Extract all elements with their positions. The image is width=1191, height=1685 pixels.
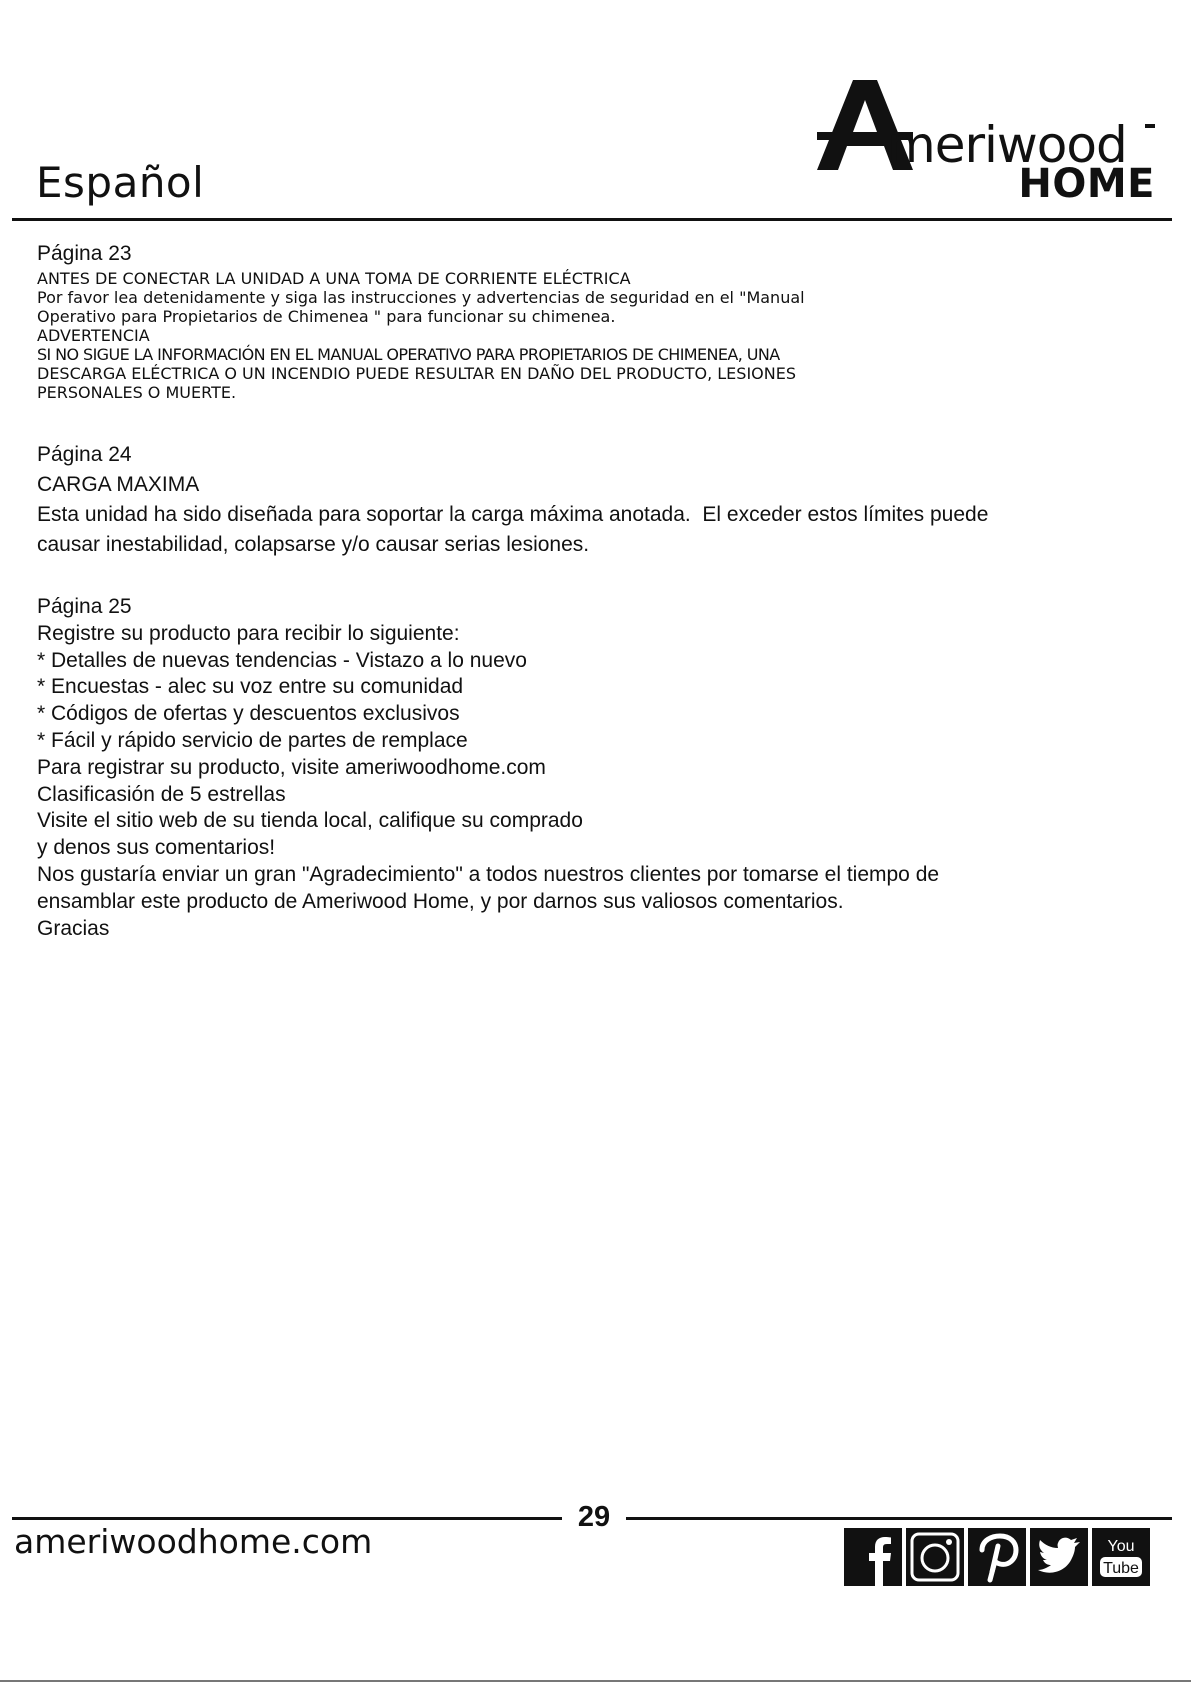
youtube-icon[interactable] [1092,1528,1150,1586]
page-number: 29 [577,1501,611,1533]
section-23-text-line: Por favor lea detenidamente y siga las instrucciones y advertencias de seguridad en el "Manual [37,288,805,307]
section-24-text-line: Esta unidad ha sido diseñada para soportar la carga máxima anotada. El exceder estos límites puede [37,503,989,526]
youtube-tube-text: Tube [1103,1560,1139,1577]
logo-wordmark: meriwood [887,116,1127,174]
section-24-label: Página 24 [37,443,132,466]
section-25-line: * Códigos de ofertas y descuentos exclusivos [37,702,460,726]
footer-rule-left [12,1517,562,1520]
section-25-line: * Encuestas - alec su voz entre su comunidad [37,675,464,699]
section-25-line: Clasificasión de 5 estrellas [37,782,286,806]
section-23-heading: ANTES DE CONECTAR LA UNIDAD A UNA TOMA DE CORRIENTE ELÉCTRICA [37,269,631,288]
section-23-warning-title: ADVERTENCIA [37,326,150,345]
section-25-line: * Detalles de nuevas tendencias - Vistazo a lo nuevo [37,648,527,672]
section-25-line: Nos gustaría enviar un gran "Agradecimiento" a todos nuestros clientes por tomarse el tiempo de [37,862,940,886]
social-icons [844,1528,1150,1590]
section-23-text-line: Operativo para Propietarios de Chimenea " para funcionar su chimenea. [37,307,616,326]
section-23-label: Página 23 [37,242,132,265]
section-25-line: Gracias [37,916,110,940]
section-25-line: Para registrar su producto, visite ameriwoodhome.com [37,755,546,779]
section-24-heading: CARGA MAXIMA [37,473,200,496]
section-23-warning-line: SI NO SIGUE LA INFORMACIÓN EN EL MANUAL OPERATIVO PARA PROPIETARIOS DE CHIMENEA, UNA [37,345,780,364]
section-24-text-line: causar inestabilidad, colapsarse y/o causar serias lesiones. [37,533,590,556]
footer-rule-right [626,1517,1172,1520]
website-link[interactable]: ameriwoodhome.com [14,1522,373,1561]
section-23-warning-line: DESCARGA ELÉCTRICA O UN INCENDIO PUEDE RESULTAR EN DAÑO DEL PRODUCTO, LESIONES [37,364,796,383]
pinterest-icon[interactable] [968,1528,1026,1586]
page-bottom-edge [0,1680,1191,1682]
manual-content [37,238,1157,942]
facebook-icon[interactable] [844,1528,902,1586]
instagram-icon[interactable] [906,1528,964,1586]
section-25-line: * Fácil y rápido servicio de partes de remplace [37,728,468,752]
header-rule [12,218,1172,221]
section-23-warning-line: PERSONALES O MUERTE. [37,383,237,402]
section-25-line: Registre su producto para recibir lo siguiente: [37,621,460,645]
twitter-icon[interactable] [1030,1528,1088,1586]
logo-home: HOME [1018,161,1155,207]
ameriwood-home-logo [817,80,1157,210]
page-title: Español [36,158,205,207]
youtube-you-text: You [1107,1538,1135,1555]
section-25-label: Página 25 [37,595,132,618]
section-25-line: ensamblar este producto de Ameriwood Home, y por darnos sus valiosos comentarios. [37,889,844,913]
section-25-line: y denos sus comentarios! [37,836,276,860]
section-25-line: Visite el sitio web de su tienda local, califique su comprado [37,809,583,833]
logo-tm-mark [1145,124,1155,128]
